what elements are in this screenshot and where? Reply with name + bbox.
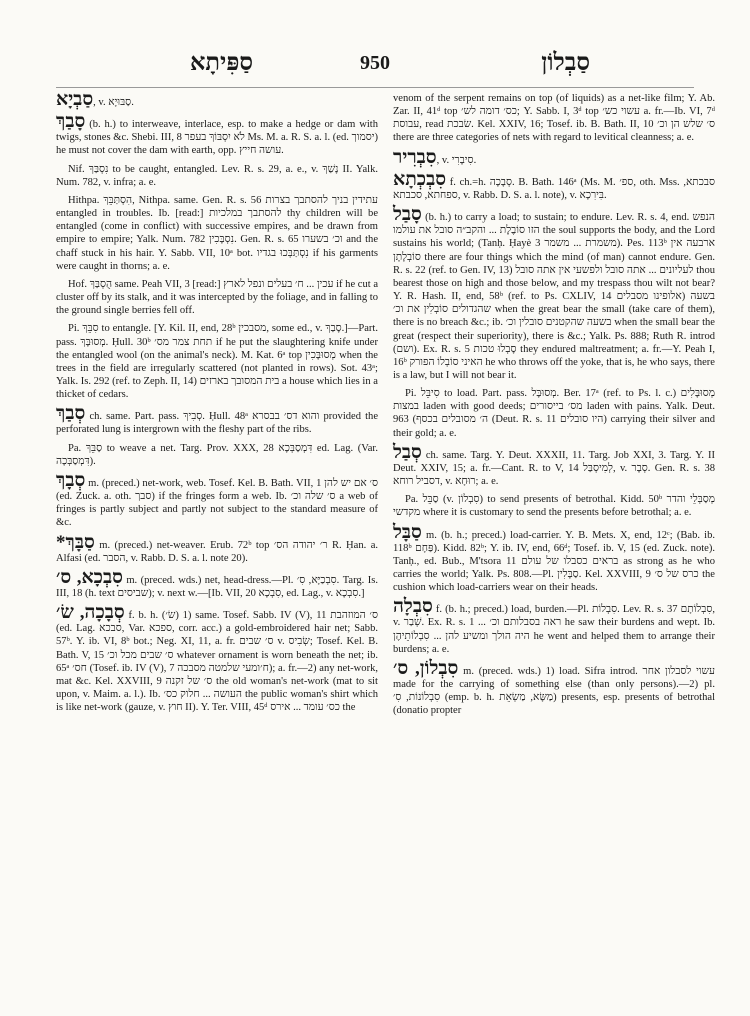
entry-text: ch. same. Part. pass. סְבִיךְ. Ḥull. 48ᵃ והוא דס׳ בבסרא provided the perforated lung is intergrown with the fleshy part of the ribs. <box>56 411 379 436</box>
entry-headword: סִבְכָא, ס׳ <box>56 566 123 588</box>
entry-text: Pa. סַבֵּל (v. סִבְלוֹן) to send presents of betrothal. Kidd. 50ᵇ מְסַבְּלֵי והדר מקדשי where it is customary to send the presents before betrothal; a. e. <box>393 494 715 519</box>
entry-headword: סִבְלוֹן, ס׳ <box>393 657 459 679</box>
dictionary-entry <box>56 89 378 110</box>
page-header <box>0 48 750 88</box>
dictionary-entry <box>393 168 715 202</box>
entry-text: (b. h.) to carry a load; to sustain; to endure. Lev. R. s. 4, end. הנפש הזו סוֹבֶלֶת ... והקב״ה סובל את עולמו the soul supports the body, and the Lord sustains his world; (Tanḥ. Ḥayè 3 משמרת ... משמר). Pes. 113ᵇ ארבעה אין סוֹבְלָתָן there are four things which the mind (of man) cannot endure. Gen. R. s. 22 (ref. to Gen. IV, 13) לעליונים ... אתה סובל ולפשעי אין אתה סובל thou bearest those on high and those below, and my trespass thou wilt not bear? Y. R. Hash. II, end, 58ᵇ (ref. to Ps. CXLIV, 14 אלופינו מסבלים) בשעה שהגדולים סוֹבְלִין את וכ׳ when the great bear the small (take care of them), there is no breach &c.; ib. בשעה שהקטנים סובלין וכ׳ when the small bear the great (respect their superiority), there is &c.; Yalk. Ps. 888; Ruth R. introd (ושם). Ex. R. s. 5 סָבְלוּ טכות they endured maltreatment; a. fr.—Y. Peah I, 16ᵇ האיני סוֹבְלוֹ הפורק he who throws off the yoke, that is, he who says, there is a law, but I will not bear it. <box>393 212 716 381</box>
dictionary-entry <box>393 146 715 168</box>
entry-text: m. (preced.) net-work, web. Tosef. Kel. B. Bath. VII, 1 ס׳ אם יש להן (ed. Zuck. a. oth. סבך) if the fringes form a web. Ib. ס׳ שלה וכ׳ a web of fringes is partly subject and partly not subject to the standard measure of &c. <box>56 477 379 529</box>
entry-subsection <box>56 322 378 401</box>
dictionary-entry <box>56 111 378 157</box>
entry-headword: סְבָכָה, שׂ׳ <box>56 602 125 624</box>
entry-text: , v. סִיבָרִי. <box>436 154 477 166</box>
entry-headword: סָבַךְ <box>56 111 86 133</box>
entry-text: f. b. h. (שׂ׳) 1) same. Tosef. Sabb. IV (V), 11 ס׳ המוזהבת (ed. Lag. סבכא, Var. ספכא, corr. acc.) a gold-embroidered hair net; Sabb. 57ᵇ. Y. ib. VI, 8ᵇ bot.; Neg. XI, 11, a. fr. ס׳ שבים v. שְׂבִיס; Tosef. Kel. B. Bath. V, 15 ס׳ שבים מכל וכ׳ whatever ornament is worn beneath the net; ib. 65ᵃ חס׳ (Tosef. ib. IV (V), 7 ח׳ומעי שלמטה מסבכה); a. fr.—2) any net-work, mat &c. Kel. XXVIII, 9 ס׳ של זקנה the old woman's net-work (mat to sit upon, v. Maim. a. l.). Ib. העושה ... חלוק כס׳ the public woman's shirt which is like net-work (gauze, v. חוץ II). Y. Ter. VIII, 45ᵈ כס׳ עומד ... אירס the <box>56 610 378 714</box>
dictionary-entry <box>56 531 379 565</box>
entry-headword: סָבַל <box>393 204 422 226</box>
entry-headword: סְבַל <box>393 441 422 463</box>
header-rule <box>56 87 694 88</box>
entry-text: Hof. הֻסְבַּךְ same. Peah VII, 3 [read:] עכין ... ח׳ בעלים ונפל לארץ if he cut a cluster off by its stalk, and it was intercepted by the foliage, and in falling to the ground single berries fell off. <box>56 278 378 317</box>
entry-text: Pi. סִבֵּךְ to entangle. [Y. Kil. II, end, 28ᵇ מסבכין, some ed., v. סָבַךְ.]—Part. pass. מְסוּבָּךְ. Ḥull. 30ᵇ תחת צמר מס׳ if he put the slaughtering knife under the entangled wool (on the animal's neck). M. Kat. 6ᵃ top מְסוּבָּכִין when the trees in the field are irregularly scattered (not planted in rows). Sot. 43ᵃ; Yalk. Is. 292 (ref. to Zeph. II, 14) בית המסובך בארזים a house which lies in a thicket of cedars. <box>56 323 378 401</box>
left-column <box>56 89 379 719</box>
page-number: 950 <box>360 52 390 74</box>
entry-text: f. (b. h.; preced.) load, burden.—Pl. סִבְלוֹת. Lev. R. s. 37 סִבְלוֹתָם, v. שְׁבַר. Ex. R. s. 1 ... ראה בסבלותם וכ׳ he saw their burdens and wept. Ib. היה הולך ומשיע להן ... סִבְלוֹתֵיהֶן he went and helped them to arrange their burdens; a. e. <box>393 604 715 655</box>
dictionary-entry <box>393 596 715 656</box>
dictionary-entry <box>393 521 715 595</box>
entry-text: Pi. סִיבֵּל to load. Part. pass. מְסוּבָּל. Ber. 17ᵃ (ref. to Ps. l. c.) מְסוּבָּלִים במצות laden with good deeds; מס׳ בייסורים laden with pains. Yalk. Deut. 963 (ה׳ מסובלים בכסף (Deut. R. s. 11 היו סובלים) carrying their silver and their gold; a. e. <box>393 388 716 439</box>
dictionary-entry <box>393 441 715 488</box>
left-running-head: סַפִּיתָא <box>190 50 254 76</box>
right-running-head: סַבְלוֹן <box>541 50 590 76</box>
dictionary-entry <box>56 566 378 600</box>
entry-text: m. (preced. wds.) net, head-dress.—Pl. סִבְכַיָּא, סִ׳. Targ. Is. III, 18 (h. text שביסים); v. next w.—[Ib. VII, 20 סִבְכָא, ed. Lag., v. סִבְכָא.] <box>56 574 378 599</box>
entry-text: Hithpa. הִסְתַּבֵּךְ, Nithpa. same. Gen. R. s. 56 עתידין בניך להסתבך בצרות entangled in troubles. Ib. [read:] להסתבך במלכיות thy children will be entangled (come in conflict) with successive empires, and be drawn from empire to empire; Yalk. Num. 782 נִסְבָּכִין. Gen. R. s. 65 וכ׳ בשערו and the chaff stuck in his hair. Y. Sabb. VII, 10ᵃ bot. נִסְתַּבְּכוּ בגדיו if his garments were caught in thorns; a. e. <box>56 194 379 272</box>
entry-subsection <box>56 442 378 468</box>
entry-text: f. ch.=h. סְבָכָה. B. Bath. 146ᵃ (Ms. M. ספ׳, oth. Mss. סבכתא, ספחתא, סכבתא, v. Rabb. D. S. a. l. note), v. בִּירִכָא. <box>393 176 715 201</box>
entry-text: (b. h.) to interweave, interlace, esp. to make a hedge or dam with twigs, stones &c. Shebi. III, 8 לֹא יִסְבּוֹךְ בעפר Ms. M. a. R. S. a. l. (ed. יסמוך) he must not cover the dam with earth, opp. עושה חייץ. <box>56 119 378 157</box>
entry-text: Pa. סַבֵּךְ to weave a net. Targ. Prov. XXX, 28 דִּמְסַבְּכָא ed. Lag. (Var. דִּמְסַבְּכָה). <box>56 442 378 467</box>
dictionary-entry <box>56 403 379 436</box>
entry-subsection <box>56 194 378 273</box>
entry-text: venom of the serpent remains on top (of liquids) as a net-like film; Y. Ab. Zar. II, 41ᵈ top כס׳ דומה לש׳; Y. Sabb. I, 3ᵈ top עשוי כש׳ a. fr.—Ib. VI, 7ᵈ עבוסת, read שׂבכת. Kel. XXIV, 16; Tosef. ib. B. Bath. II, 10 ס׳ שלש הן וכ׳ there are three categories of nets with regard to levitical cleanness; a. e. <box>393 93 715 144</box>
entry-subsection <box>393 493 715 519</box>
entry-headword: סִבְלָה <box>393 596 433 618</box>
entry-headword: סַבְיָא <box>56 89 94 110</box>
entry-text: m. (preced.) net-weaver. Erub. 72ᵇ top ר׳ יהודה הס׳ R. Ḥan. a. Alfasi (ed. הסבר, v. Rabb. D. S. a. l. note 20). <box>56 539 379 564</box>
entry-headword: סִבְרִיר <box>393 146 437 168</box>
entry-headword: סַבָּךְ* <box>56 531 95 553</box>
dictionary-entry <box>56 469 379 530</box>
entry-headword: סְבַךְ <box>56 403 86 425</box>
entry-text: m. (b. h.; preced.) load-carrier. Y. B. Mets. X, end, 12ᶜ; (Bab. ib. 118ᵇ פַּחָם). Kidd. 82ᵇ; Y. ib. IV, end, 66ᵈ; Tosef. ib. V, 15 (ed. Zuck. note). Tanḥ., ed. Bub., M'tsora 11 בראים כסבלו של עולם as strong as he who carries the world; Yalk. Ps. 808.—Pl. סַבָּלִין. Kel. XXVIII, 9 כרס של ס׳ the cushion which load-carriers wear on their heads. <box>393 529 715 594</box>
dictionary-entry <box>393 204 716 382</box>
entry-text: Nif. נִסְבַּךְ to be caught, entangled. Lev. R. s. 29, a. e., v. נָשַׁךְ II. Yalk. Num. 782, v. infra; a. e. <box>56 163 378 188</box>
entry-text: m. (preced. wds.) 1) load. Sifra introd. עשוי לסבלון אחר made for the carrying of something else (than only persons).—2) pl. סִבְלוֹנוֹת, סִ׳ (emp. b. h. מַשָּׂא, מַשְׂאֵת) presents, esp. presents of betrothal (donatio propter <box>393 665 715 717</box>
dictionary-entry <box>56 602 378 714</box>
entry-subsection <box>56 278 378 317</box>
right-column <box>393 92 715 723</box>
dictionary-entry <box>393 657 715 718</box>
entry-headword: סִבְכְתָא <box>393 168 447 190</box>
entry-headword: סְבָךְ <box>56 469 86 491</box>
entry-text: , v. סַבּוּיָא. <box>93 97 134 108</box>
entry-subsection <box>56 163 378 189</box>
entry-subsection <box>393 387 715 440</box>
entry-headword: סַבָּל <box>393 521 422 543</box>
entry-text: ch. same. Targ. Y. Deut. XXXII, 11. Targ. Job XXI, 3. Targ. Y. II Deut. XXIV, 15; a. fr.—Cant. R. to V, 14 לְמִיסְבַּל, v. סְבָר. Gen. R. s. 38 דסביל רוחא, v. רוּחָא; a. e. <box>393 449 715 488</box>
dictionary-entry <box>393 92 715 145</box>
